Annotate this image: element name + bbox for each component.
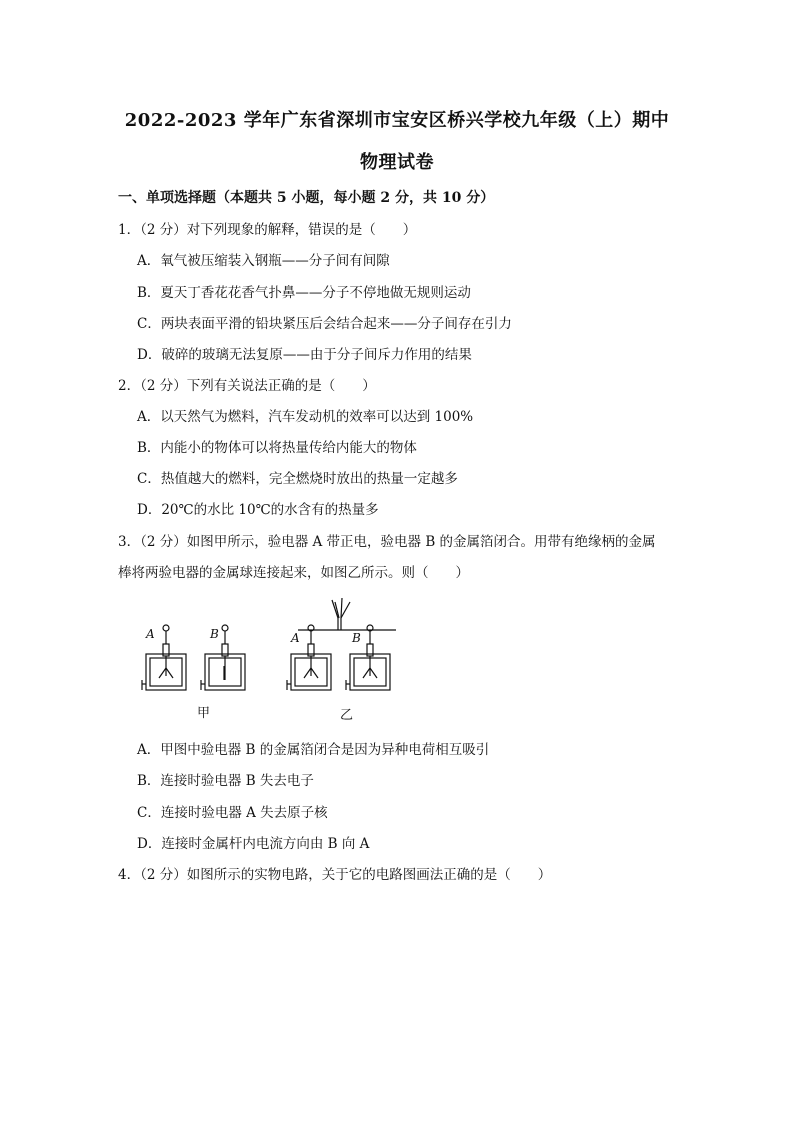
exam-title-line2: 物理试卷 bbox=[360, 152, 434, 173]
q2-option-b: B．内能小的物体可以将热量传给内能大的物体 bbox=[137, 440, 417, 456]
question-3-stem-line1: 3．（2 分）如图甲所示，验电器 A 带正电，验电器 B 的金属箔闭合。用带有绝缘柄的金属 bbox=[118, 534, 656, 550]
caption-yi: 乙 bbox=[340, 708, 354, 723]
label-b-yi: B bbox=[352, 631, 361, 645]
question-2-stem: 2．（2 分）下列有关说法正确的是（ ） bbox=[118, 378, 376, 394]
q2-option-d: D．20℃的水比 10℃的水含有的热量多 bbox=[137, 502, 379, 518]
q2-option-c: C．热值越大的燃料，完全燃烧时放出的热量一定越多 bbox=[137, 471, 458, 487]
electroscope-b-jia bbox=[201, 625, 245, 690]
section-heading: 一、单项选择题（本题共 5 小题，每小题 2 分，共 10 分） bbox=[118, 190, 495, 206]
question-3-stem-line2: 棒将两验电器的金属球连接起来，如图乙所示。则（ ） bbox=[118, 565, 469, 581]
caption-jia: 甲 bbox=[197, 706, 211, 721]
question-4-stem: 4．（2 分）如图所示的实物电路，关于它的电路图画法正确的是（ ） bbox=[118, 867, 552, 883]
q2-option-a: A．以天然气为燃料，汽车发动机的效率可以达到 100% bbox=[137, 409, 474, 425]
q3-option-d: D．连接时金属杆内电流方向由 B 向 A bbox=[137, 836, 370, 852]
label-b-jia: B bbox=[210, 627, 219, 641]
q1-option-b: B．夏天丁香花花香气扑鼻——分子不停地做无规则运动 bbox=[137, 285, 471, 301]
q3-option-b: B．连接时验电器 B 失去电子 bbox=[137, 773, 314, 789]
label-a-yi: A bbox=[291, 631, 300, 645]
q1-option-a: A．氧气被压缩装入钢瓶——分子间有间隙 bbox=[137, 253, 390, 269]
q1-option-c: C．两块表面平滑的铅块紧压后会结合起来——分子间存在引力 bbox=[137, 316, 512, 332]
question-1-stem: 1．（2 分）对下列现象的解释，错误的是（ ） bbox=[118, 222, 417, 238]
electroscope-figure bbox=[128, 596, 398, 726]
exam-title-line1: 2022-2023 学年广东省深圳市宝安区桥兴学校九年级（上）期中 bbox=[124, 110, 670, 131]
label-a-jia: A bbox=[146, 627, 155, 641]
q1-option-d: D．破碎的玻璃无法复原——由于分子间斥力作用的结果 bbox=[137, 347, 472, 363]
q3-option-c: C．连接时验电器 A 失去原子核 bbox=[137, 805, 328, 821]
q3-option-a: A．甲图中验电器 B 的金属箔闭合是因为异种电荷相互吸引 bbox=[137, 742, 490, 758]
